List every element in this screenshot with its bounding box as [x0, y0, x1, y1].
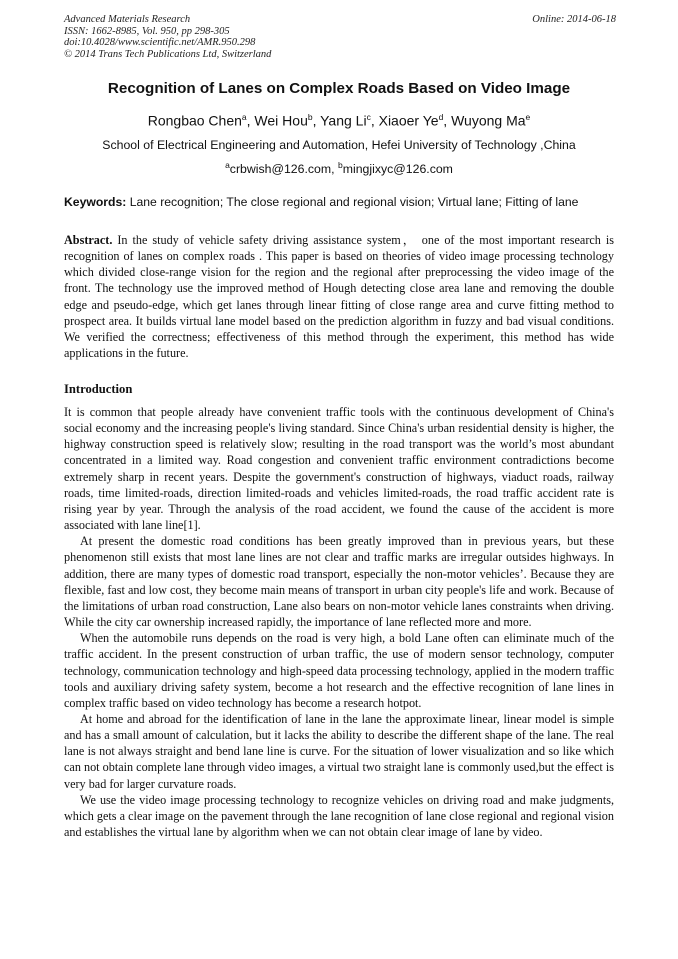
- keywords-text: Lane recognition; The close regional and regional vision; Virtual lane; Fitting of lane: [129, 195, 579, 209]
- affiliation: School of Electrical Engineering and Automation, Hefei University of Technology ,China: [102, 138, 576, 152]
- author-mark: e: [525, 112, 531, 122]
- author-mark: b: [307, 112, 313, 122]
- keywords-line: [64, 195, 616, 209]
- abstract: [64, 232, 614, 361]
- online-date: Online: 2014-06-18: [532, 14, 616, 25]
- section-heading: Introduction: [64, 382, 133, 396]
- paragraph: When the automobile runs depends on the road is very high, a bold Lane often can eliminate much of the traffic accident. In the present construction of urban traffic, the use of modern sensor technology, computer technology, communication technology and high-speed data processing technology, applied in the modern traffic tools and auxiliary driving safety system, become a hot research and the effective recognition of lane lines in complex traffic based on video technology has become a research hotpot.: [64, 631, 614, 710]
- email-mark: a: [225, 160, 230, 170]
- author-mark: d: [438, 112, 444, 122]
- journal-name: Advanced Materials Research: [64, 14, 191, 25]
- abstract-text: In the study of vehicle safety driving assistance system， one of the most important research is recognition of lanes on complex roads . This paper is based on theories of video image processing technology which divided close-range vision for the region and the regional after preprocessing the video image of the front. The technology use the improved method of Hough detecting close area lane and removing the double edge and pseudo-edge, which get lanes through linear fitting of close range area and curve fitting method to prospect area. It builds virtual lane model based on the prediction algorithm in fuzzy and bad visual conditions. We verified the correctness; effectiveness of this method through the experiment, this method has wide applications in the future.: [64, 233, 614, 361]
- introduction-body: [64, 404, 614, 840]
- email-list: $^a$crbwish@126.com, $^b$mingjixyc@126.com: [225, 160, 453, 177]
- doi-line: doi:10.4028/www.scientific.net/AMR.950.298: [64, 37, 256, 48]
- keywords-label: Keywords:: [64, 195, 127, 209]
- author-mark: c: [366, 112, 371, 122]
- paper-title: Recognition of Lanes on Complex Roads Based on Video Image: [107, 80, 571, 97]
- email-address: mingjixyc@126.com: [342, 162, 453, 177]
- email-address: crbwish@126.com: [229, 162, 332, 177]
- author-name: Xiaoer Ye: [378, 112, 439, 129]
- author-list: Rongbao Chen$^a$, Wei Hou$^b$, Yang Li$^c$, Xiaoer Ye$^d$, Wuyong Ma$^e$: [147, 112, 531, 129]
- issn-line: ISSN: 1662-8985, Vol. 950, pp 298-305: [64, 25, 230, 37]
- author-name: Rongbao Chen: [147, 112, 242, 129]
- paragraph: It is common that people already have convenient traffic tools with the continuous development of China's social economy and the increasing people's living standard. Since China's urban residential density is higher, the highway construction speed is relatively slow; resulting in the road transport was the world’s most abundant concentrated in a limited way. Road congestion and convenient traffic environment contradictions become extremely sharp in recent years. Despite the government's construction of highways, viaduct roads, railway roads, time limited-roads, direction limited-roads and vehicles limited-roads, the road traffic accident rate is rising year by year. Through the analysis of the road accident, we found the cause of the accident is more associated with lane line[1].: [64, 405, 614, 533]
- abstract-label: Abstract.: [64, 233, 113, 247]
- author-mark: a: [241, 112, 247, 122]
- paragraph: We use the video image processing technology to recognize vehicles on driving road and make judgments, which gets a clear image on the pavement through the lane recognition of lane close regional and regional vision and establishes the virtual lane by algorithm when we can not obtain clear image of lane by video.: [64, 792, 614, 840]
- author-name: Yang Li: [320, 112, 367, 129]
- email-mark: b: [337, 160, 343, 170]
- copyright-line: © 2014 Trans Tech Publications Ltd, Switzerland: [64, 48, 272, 60]
- paragraph: At present the domestic road conditions has been greatly improved than in previous years, but these phenomenon still exists that most lane lines are not clear and traffic marks are irregular outsides highways. In addition, there are many types of domestic road transport, especially the non-motor vehicles’. Because they are flexible, fast and low cost, they become main means of transport in urban city people's life and work. Because of the limitations of urban road construction, Lane also bears on non-motor vehicle lanes constraints when driving. While the city car ownership increased rapidly, the importance of lane reflected more and more.: [64, 534, 614, 630]
- author-name: Wuyong Ma: [451, 112, 526, 129]
- paragraph: At home and abroad for the identification of lane in the lane the approximate linear, linear model is simple and has a small amount of calculation, but it lacks the ability to describe the different shape of the lane. The real lane is not always straight and bend lane line is curve. For the situation of lower visualization and so like which can not obtain complete lane through video images, a virtual two straight lane is commonly used,but the effect is very bad for larger curvature roads.: [64, 711, 614, 791]
- author-name: Wei Hou: [254, 112, 308, 129]
